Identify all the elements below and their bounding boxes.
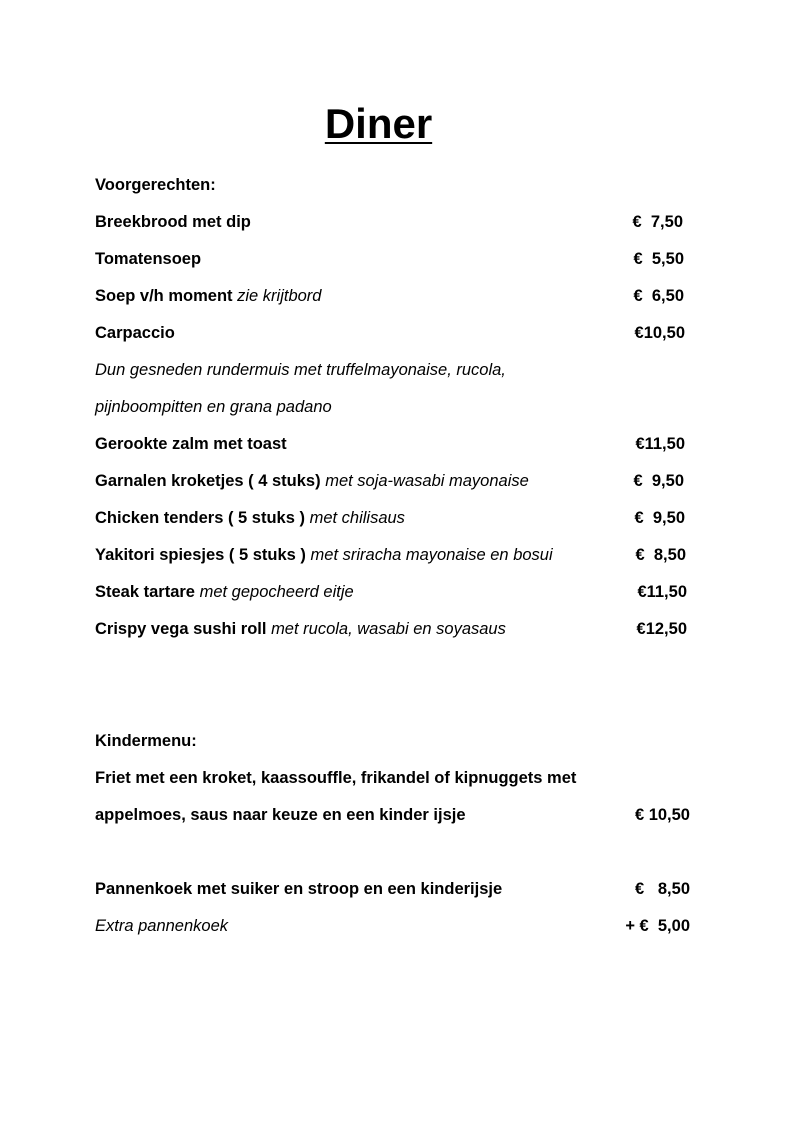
menu-item bbox=[95, 766, 576, 790]
item-price: + € 5,00 bbox=[625, 917, 690, 935]
item-description: Extra pannenkoek bbox=[95, 917, 229, 935]
menu-item bbox=[95, 469, 529, 493]
item-description: met rucola, wasabi en soyasaus bbox=[271, 620, 506, 638]
item-name: Soep v/h moment bbox=[95, 287, 238, 305]
item-description-line bbox=[95, 358, 506, 382]
menu-item bbox=[95, 543, 553, 567]
menu-item bbox=[95, 247, 201, 271]
item-name: Chicken tenders ( 5 stuks ) bbox=[95, 509, 305, 527]
item-price: € 5,50 bbox=[633, 250, 684, 268]
item-name: Gerookte zalm met toast bbox=[95, 435, 287, 453]
item-price: € 8,50 bbox=[634, 880, 690, 898]
menu-item bbox=[95, 432, 287, 456]
menu-item bbox=[95, 877, 502, 901]
item-price: € 10,50 bbox=[634, 806, 690, 824]
menu-item bbox=[95, 914, 228, 938]
menu-item bbox=[95, 284, 321, 308]
item-name: Garnalen kroketjes ( 4 stuks) bbox=[95, 472, 321, 490]
item-price: €12,50 bbox=[636, 620, 687, 638]
item-name: Yakitori spiesjes ( 5 stuks ) bbox=[95, 546, 306, 564]
item-description: Dun gesneden rundermuis met truffelmayonaise, rucola, bbox=[95, 361, 506, 379]
item-price: € 6,50 bbox=[633, 287, 684, 305]
menu-item bbox=[95, 210, 251, 234]
item-description: pijnboompitten en grana padano bbox=[95, 398, 332, 416]
item-description: met sriracha mayonaise en bosui bbox=[305, 546, 553, 564]
item-name: Crispy vega sushi roll bbox=[95, 620, 272, 638]
item-price: €10,50 bbox=[634, 324, 685, 342]
item-description: met chilisaus bbox=[304, 509, 405, 527]
menu-item bbox=[95, 580, 354, 604]
item-description: met gepocheerd eitje bbox=[194, 583, 354, 601]
menu-item bbox=[95, 617, 506, 641]
item-price: € 9,50 bbox=[633, 472, 684, 490]
section-heading-kindermenu: Kindermenu: bbox=[95, 732, 197, 750]
section-heading-voorgerechten: Voorgerechten: bbox=[95, 176, 216, 194]
menu-item bbox=[95, 321, 175, 345]
item-price: € 8,50 bbox=[635, 546, 686, 564]
page-title: Diner bbox=[324, 100, 433, 147]
item-name: Tomatensoep bbox=[95, 250, 202, 268]
menu-item bbox=[95, 506, 405, 530]
item-name: Friet met een kroket, kaassouffle, frikandel of kipnuggets met bbox=[95, 769, 577, 787]
item-name: appelmoes, saus naar keuze en een kinder ijsje bbox=[95, 806, 466, 824]
item-name: Steak tartare bbox=[95, 583, 195, 601]
item-description-line bbox=[95, 395, 332, 419]
item-name: Breekbrood met dip bbox=[95, 213, 251, 231]
item-description: met soja-wasabi mayonaise bbox=[320, 472, 529, 490]
menu-item bbox=[95, 803, 466, 827]
item-price: € 7,50 bbox=[632, 213, 683, 231]
item-description: zie krijtbord bbox=[237, 287, 322, 305]
item-name: Carpaccio bbox=[95, 324, 175, 342]
item-price: €11,50 bbox=[637, 583, 687, 601]
item-price: € 9,50 bbox=[634, 509, 685, 527]
item-price: €11,50 bbox=[635, 435, 685, 453]
item-name: Pannenkoek met suiker en stroop en een kinderijsje bbox=[95, 880, 503, 898]
